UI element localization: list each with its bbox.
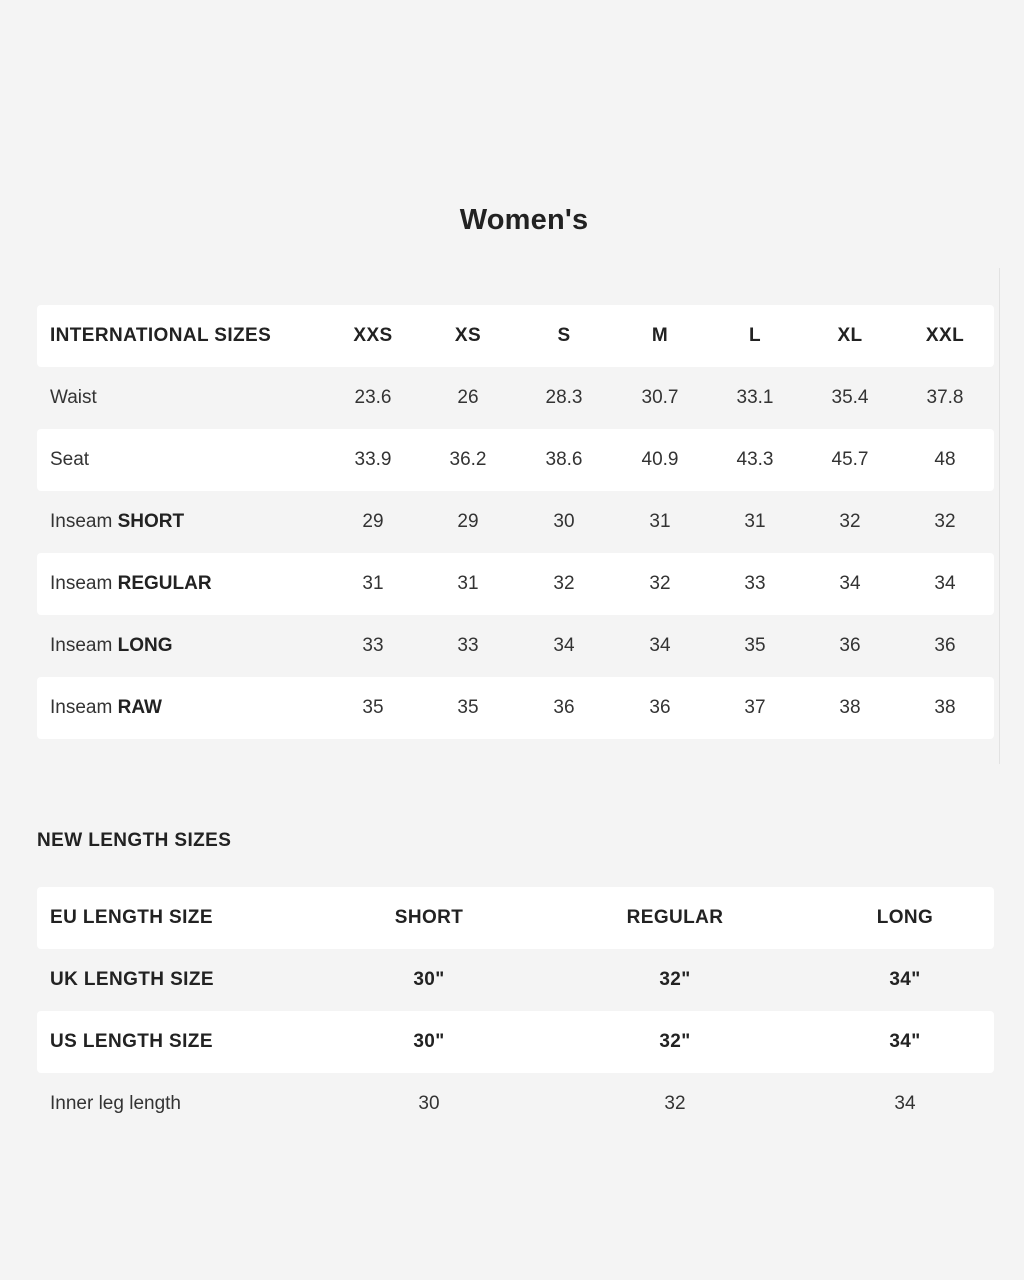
row-label: Seat — [50, 449, 90, 470]
section-heading: NEW LENGTH SIZES — [37, 830, 232, 851]
table-cell: 31 — [457, 573, 479, 594]
header-label: EU LENGTH SIZE — [50, 907, 213, 928]
table-cell: 23.6 — [354, 387, 392, 408]
table-cell: 29 — [362, 511, 384, 532]
table-cell: 31 — [744, 511, 766, 532]
table-cell: 34 — [894, 1093, 916, 1114]
table-cell: 36 — [934, 635, 956, 656]
table-cell: 32 — [649, 573, 671, 594]
table-cell: 34 — [553, 635, 575, 656]
size-header: XXS — [353, 325, 393, 346]
table-cell: 26 — [457, 387, 479, 408]
table-cell: 32 — [934, 511, 956, 532]
table-cell: 35 — [362, 697, 384, 718]
table-cell: 33.9 — [354, 449, 392, 470]
table-cell: 36 — [553, 697, 575, 718]
table-row — [37, 491, 994, 553]
table-cell: 34 — [649, 635, 671, 656]
table-row — [37, 367, 994, 429]
table-cell: 30 — [553, 511, 575, 532]
size-header: L — [748, 325, 762, 346]
length-header: REGULAR — [626, 907, 724, 928]
table-row — [37, 949, 994, 1011]
table-cell: 29 — [457, 511, 479, 532]
international-size-table — [37, 305, 994, 739]
table-cell: 45.7 — [831, 449, 869, 470]
table-cell: 35.4 — [831, 387, 869, 408]
table-row — [37, 429, 994, 491]
row-label: UK LENGTH SIZE — [50, 969, 214, 990]
table-cell: 35 — [457, 697, 479, 718]
table-cell: 38.6 — [545, 449, 583, 470]
page-title: Women's — [459, 204, 589, 236]
table-cell: 33 — [457, 635, 479, 656]
table-cell: 32 — [664, 1093, 686, 1114]
table-cell: 30 — [418, 1093, 440, 1114]
size-header: XL — [837, 325, 863, 346]
size-header: M — [651, 325, 669, 346]
row-label: US LENGTH SIZE — [50, 1031, 213, 1052]
table-cell: 34" — [889, 1031, 921, 1052]
table-row — [37, 677, 994, 739]
table-cell: 37 — [744, 697, 766, 718]
table-row — [37, 1011, 994, 1073]
table-row — [37, 615, 994, 677]
length-size-table — [37, 887, 994, 1135]
table-cell: 36 — [839, 635, 861, 656]
length-header: SHORT — [394, 907, 464, 928]
table-row — [37, 553, 994, 615]
table-cell: 34" — [889, 969, 921, 990]
row-label: Inseam LONG — [50, 635, 173, 656]
table-cell: 33 — [362, 635, 384, 656]
table-cell: 36 — [649, 697, 671, 718]
table-cell: 32 — [553, 573, 575, 594]
table-cell: 32" — [659, 1031, 691, 1052]
size-header: S — [557, 325, 571, 346]
table-cell: 31 — [362, 573, 384, 594]
table-cell: 34 — [839, 573, 861, 594]
table-cell: 30" — [413, 1031, 445, 1052]
row-label: Inseam RAW — [50, 697, 162, 718]
table-cell: 32" — [659, 969, 691, 990]
size-header: XXL — [925, 325, 965, 346]
table-cell: 31 — [649, 511, 671, 532]
table-cell: 30.7 — [641, 387, 679, 408]
table-cell: 38 — [934, 697, 956, 718]
header-label: INTERNATIONAL SIZES — [50, 325, 272, 346]
table-cell: 35 — [744, 635, 766, 656]
table-cell: 38 — [839, 697, 861, 718]
length-header: LONG — [876, 907, 934, 928]
table-header-row — [37, 887, 994, 949]
table-cell: 43.3 — [736, 449, 774, 470]
table-cell: 32 — [839, 511, 861, 532]
table-cell: 40.9 — [641, 449, 679, 470]
table-cell: 33.1 — [736, 387, 774, 408]
table-row — [37, 1073, 994, 1135]
table-cell: 33 — [744, 573, 766, 594]
row-label: Inner leg length — [50, 1093, 181, 1114]
divider — [999, 268, 1000, 764]
table-cell: 30" — [413, 969, 445, 990]
table-cell: 34 — [934, 573, 956, 594]
table-cell: 37.8 — [926, 387, 964, 408]
table-cell: 28.3 — [545, 387, 583, 408]
table-header-row — [37, 305, 994, 367]
table-cell: 36.2 — [449, 449, 487, 470]
row-label: Waist — [50, 387, 97, 408]
row-label: Inseam REGULAR — [50, 573, 212, 594]
table-cell: 48 — [934, 449, 956, 470]
row-label: Inseam SHORT — [50, 511, 185, 532]
size-header: XS — [454, 325, 482, 346]
